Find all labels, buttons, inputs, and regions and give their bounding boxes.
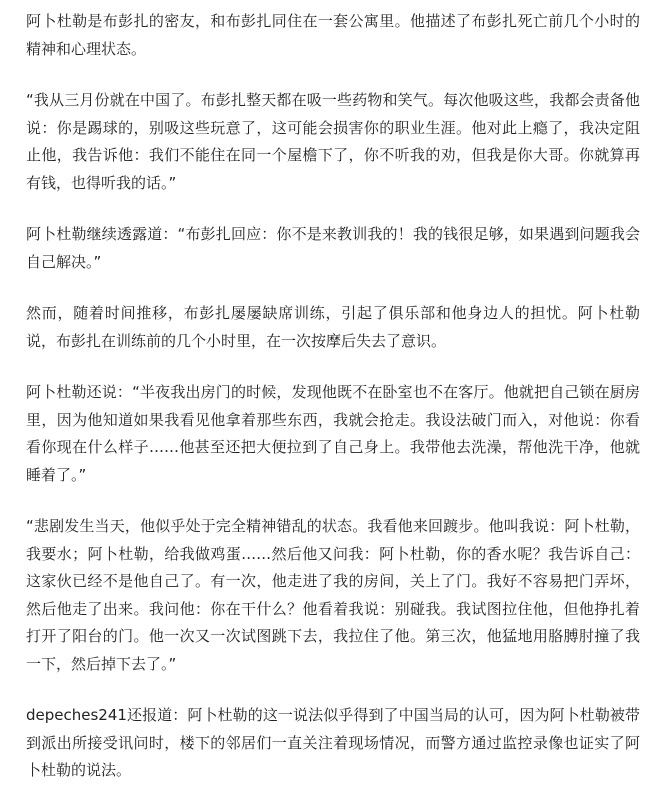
paragraph-quote-march: “我从三月份就在中国了。布彭扎整天都在吸一些药物和笑气。每次他吸这些，我都会责备他说：你是踢球的，别吸这些玩意了，这可能会损害你的职业生涯。他对此上瘾了，我决定阻止他，我告诉他：我们不能住在同一个屋檐下了，你不听我的劝，但我是你大哥。你就算再有钱，也得听我的话。”: [26, 91, 640, 192]
paragraph-kitchen-incident: 阿卜杜勒还说：“半夜我出房门的时候，发现他既不在卧室也不在客厅。他就把自己锁在厨房里，因为他知道如果我看见他拿着那些东西，我就会抢走。我设法破门而入，对他说：你看看你现在什么样子……他甚至还把大便拉到了自己身上。我带他去洗澡，帮他洗干净，他就睡着了。”: [26, 383, 640, 484]
paragraph-depeches241-report: depeches241还报道：阿卜杜勒的这一说法似乎得到了中国当局的认可，因为阿卜杜勒被带到派出所接受讯问时，楼下的邻居们一直关注着现场情况，而警方通过监控录像也证实了阿卜杜勒的说法。: [26, 706, 640, 779]
paragraph-tragedy-day: “悲剧发生当天，他似乎处于完全精神错乱的状态。我看他来回踱步。他叫我说：阿卜杜勒，我要水；阿卜杜勒，给我做鸡蛋……然后他又问我：阿卜杜勒，你的香水呢？我告诉自己：这家伙已经不是他自己了。有一次，他走进了我的房间，关上了门。我好不容易把门弄坏，然后他走了出来。我问他：你在干什么？他看着我说：别碰我。我试图拉住他，但他挣扎着打开了阳台的门。他一次又一次试图跳下去，我拉住了他。第三次，他猛地用胳膊肘撞了我一下，然后掉下去了。”: [26, 517, 640, 673]
paragraph-missed-training: 然而，随着时间推移，布彭扎屡屡缺席训练，引起了俱乐部和他身边人的担忧。阿卜杜勒说，布彭扎在训练前的几个小时里，在一次按摩后失去了意识。: [26, 304, 640, 350]
paragraph-intro: 阿卜杜勒是布彭扎的密友，和布彭扎同住在一套公寓里。他描述了布彭扎死亡前几个小时的精神和心理状态。: [26, 12, 640, 58]
paragraph-bupenza-reply: 阿卜杜勒继续透露道：“布彭扎回应：你不是来教训我的！我的钱很足够，如果遇到问题我会自己解决。”: [26, 225, 640, 271]
